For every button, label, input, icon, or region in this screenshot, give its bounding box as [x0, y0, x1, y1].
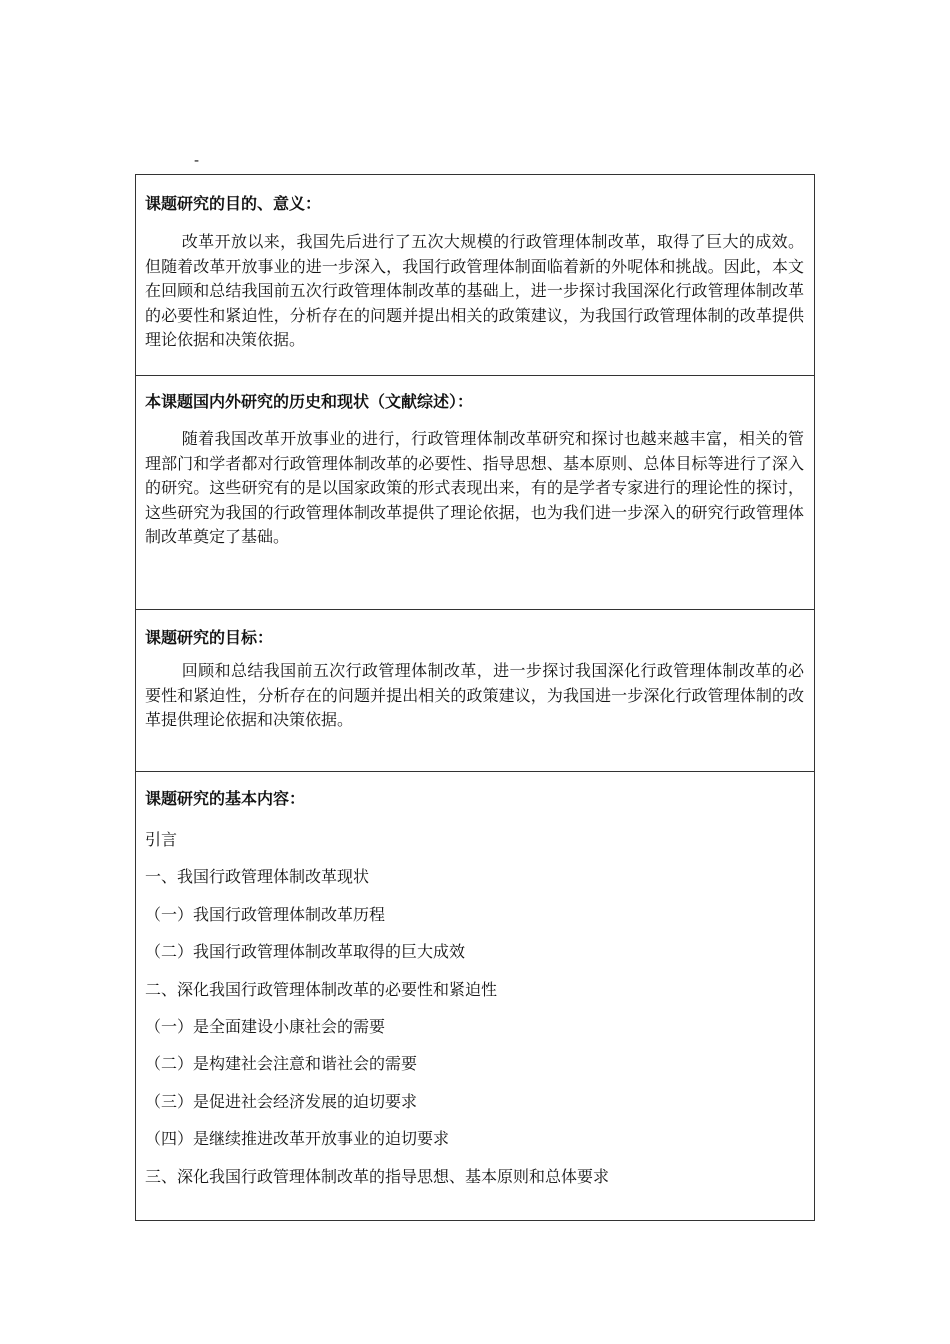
- proposal-table: [135, 174, 815, 1221]
- section-purpose: [136, 175, 814, 376]
- outline-item: （二）是构建社会注意和谐社会的需要: [145, 1054, 418, 1074]
- outline-item: 引言: [145, 830, 178, 849]
- outline-item: 三、深化我国行政管理体制改革的指导思想、基本原则和总体要求: [145, 1166, 610, 1186]
- section-purpose-body: 改革开放以来，我国先后进行了五次大规模的行政管理体制改革，取得了巨大的成效。但随着改革开放事业的进一步深入，我国行政管理体制面临着新的外呢体和挑战。因此，本文在回顾和总结我国前五次行政管理体制改革的基础上，进一步探讨我国深化行政管理体制改革的必要性和紧迫性，分析存在的问题并提出相关的政策建议，为我国行政管理体制的改革提供理论依据和决策依据。: [145, 232, 804, 349]
- outline-item: （三）是促进社会经济发展的迫切要求: [145, 1091, 418, 1111]
- outline-item: （一）我国行政管理体制改革历程: [145, 904, 386, 924]
- outline-item: 二、深化我国行政管理体制改革的必要性和紧迫性: [145, 979, 498, 999]
- section-purpose-title: 课题研究的目的、意义：: [145, 194, 322, 213]
- outline-item: （四）是继续推进改革开放事业的迫切要求: [145, 1129, 450, 1149]
- section-literature-body: 随着我国改革开放事业的进行，行政管理体制改革研究和探讨也越来越丰富，相关的管理部门和学者都对行政管理体制改革的必要性、指导思想、基本原则、总体目标等进行了深入的研究。这些研究有的是以国家政策的形式表现出来，有的是学者专家进行的理论性的探讨，这些研究为我国的行政管理体制改革提供了理论依据，也为我们进一步深入的研究行政管理体制改革奠定了基础。: [145, 429, 804, 546]
- outline-item: （一）是全面建设小康社会的需要: [145, 1017, 386, 1037]
- section-content: [136, 772, 814, 1220]
- header-dash: -: [194, 151, 200, 169]
- section-literature: [136, 376, 814, 610]
- section-goal-title: 课题研究的目标：: [145, 628, 274, 647]
- outline-item: 一、我国行政管理体制改革现状: [145, 867, 370, 887]
- section-content-title: 课题研究的基本内容：: [145, 789, 306, 808]
- section-goal: [136, 610, 814, 772]
- content-outline: [145, 821, 804, 1195]
- section-literature-title: 本课题国内外研究的历史和现状（文献综述）：: [145, 392, 474, 411]
- outline-item: （二）我国行政管理体制改革取得的巨大成效: [145, 942, 466, 962]
- section-goal-body: 回顾和总结我国前五次行政管理体制改革，进一步探讨我国深化行政管理体制改革的必要性和紧迫性，分析存在的问题并提出相关的政策建议，为我国进一步深化行政管理体制的改革提供理论依据和决策依据。: [145, 661, 804, 729]
